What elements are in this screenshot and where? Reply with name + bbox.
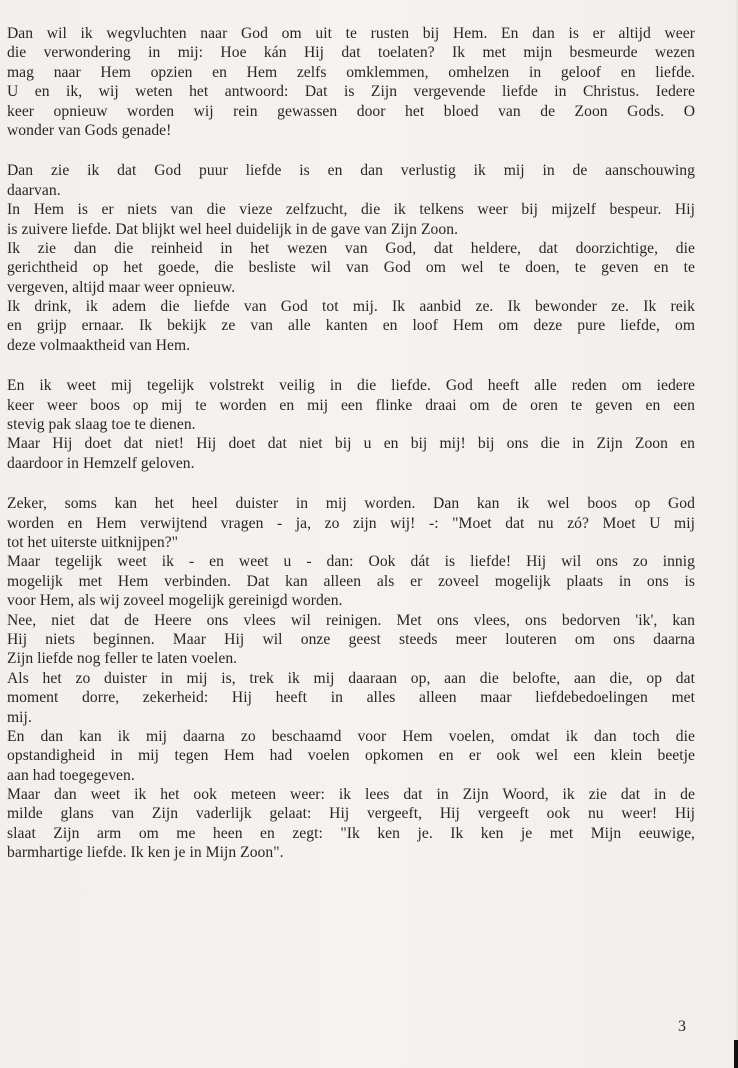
text-line: voor Hem, als wij zoveel mogelijk gereinigd worden. (7, 592, 343, 610)
text-line: Nee, niet dat de Heere ons vlees wil reinigen. Met ons vlees, ons bedorven 'ik', kan (7, 611, 695, 629)
text-line: Als het zo duister in mij is, trek ik mij daaraan op, aan die belofte, aan die, op dat (7, 669, 695, 687)
paragraph-3 (7, 376, 695, 473)
text-line: wonder van Gods genade! (7, 121, 172, 139)
page-number: 3 (678, 1018, 686, 1035)
text-line: barmhartige liefde. Ik ken je in Mijn Zoon". (7, 844, 284, 862)
text-line: En ik weet mij tegelijk volstrekt veilig in die liefde. God heeft alle reden om iedere (7, 377, 695, 395)
text-line: Dan zie ik dat God puur liefde is en dan verlustig ik mij in de aanschouwing (7, 162, 695, 180)
text-line: mogelijk met Hem verbinden. Dat kan alleen als er zoveel mogelijk plaats in ons is (7, 572, 695, 590)
text-line: is zuivere liefde. Dat blijkt wel heel duidelijk in de gave van Zijn Zoon. (7, 220, 459, 238)
text-line: mij. (7, 708, 32, 726)
text-line: Ik zie dan die reinheid in het wezen van God, dat heldere, dat doorzichtige, die (7, 239, 695, 257)
text-line: keer opnieuw worden wij rein gewassen door het bloed van de Zoon Gods. O (7, 102, 695, 120)
text-line: deze volmaaktheid van Hem. (7, 336, 191, 354)
text-line: Maar tegelijk weet ik - en weet u - dan: Ook dát is liefde! Hij wil ons zo innig (7, 553, 695, 571)
text-line: slaat Zijn arm om me heen en zegt: "Ik ken je. Ik ken je met Mijn eeuwige, (7, 824, 695, 842)
text-line: In Hem is er niets van die vieze zelfzucht, die ik telkens weer bij mijzelf bespeur. Hij (7, 201, 695, 219)
paragraph-1 (7, 24, 695, 140)
text-line: stevig pak slaag toe te dienen. (7, 416, 196, 434)
text-line: tot het uiterste uitknijpen?" (7, 533, 179, 551)
text-line: opstandigheid in mij tegen Hem had voelen opkomen en er ook wel een klein beetje (7, 747, 695, 765)
text-line: daardoor in Hemzelf geloven. (7, 454, 195, 472)
text-line: daarvan. (7, 181, 61, 199)
text-line: en grijp ernaar. Ik bekijk ze van alle kanten en loof Hem om deze pure liefde, om (7, 317, 695, 335)
text-line: aan had toegegeven. (7, 766, 135, 784)
text-line: Ik drink, ik adem die liefde van God tot mij. Ik aanbid ze. Ik bewonder ze. Ik reik (7, 298, 695, 316)
text-line: Zeker, soms kan het heel duister in mij worden. Dan kan ik wel boos op God (7, 495, 695, 513)
text-line: Zijn liefde nog feller te laten voelen. (7, 650, 238, 668)
text-line: Dan wil ik wegvluchten naar God om uit te rusten bij Hem. En dan is er altijd weer (7, 25, 695, 42)
text-line: Hij niets beginnen. Maar Hij wil onze geest steeds meer louteren om ons daarna (7, 630, 695, 648)
text-line: U en ik, wij weten het antwoord: Dat is Zijn vergevende liefde in Christus. Iedere (7, 83, 695, 101)
text-line: gerichtheid op het goede, die besliste wil van God om wel te doen, te geven en te (7, 259, 695, 277)
text-line: En dan kan ik mij daarna zo beschaamd voor Hem voelen, omdat ik dan toch die (7, 727, 695, 745)
text-line: keer weer boos op mij te worden en mij een flinke draai om de oren te geven en een (7, 396, 695, 414)
paragraph-2 (7, 161, 695, 355)
scan-edge-mark (734, 1040, 738, 1068)
text-line: die verwondering in mij: Hoe kán Hij dat toelaten? Ik met mijn besmeurde wezen (7, 44, 695, 62)
text-line: Maar dan weet ik het ook meteen weer: ik lees dat in Zijn Woord, ik zie dat in de (7, 786, 695, 804)
text-line: vergeven, altijd maar weer opnieuw. (7, 278, 236, 296)
body-text (7, 24, 695, 884)
text-line: Maar Hij doet dat niet! Hij doet dat niet bij u en bij mij! bij ons die in Zijn Zoon en (7, 435, 695, 453)
text-line: mag naar Hem opzien en Hem zelfs omklemmen, omhelzen in geloof en liefde. (7, 63, 695, 81)
text-line: worden en Hem verwijtend vragen - ja, zo zijn wij! -: "Moet dat nu zó? Moet U mij (7, 514, 695, 532)
text-line: milde glans van Zijn vaderlijk gelaat: Hij vergeeft, Hij vergeeft ook nu weer! Hij (7, 805, 695, 823)
paragraph-4 (7, 494, 695, 862)
text-line: moment dorre, zekerheid: Hij heeft in alles alleen maar liefdebedoelingen met (7, 689, 695, 707)
